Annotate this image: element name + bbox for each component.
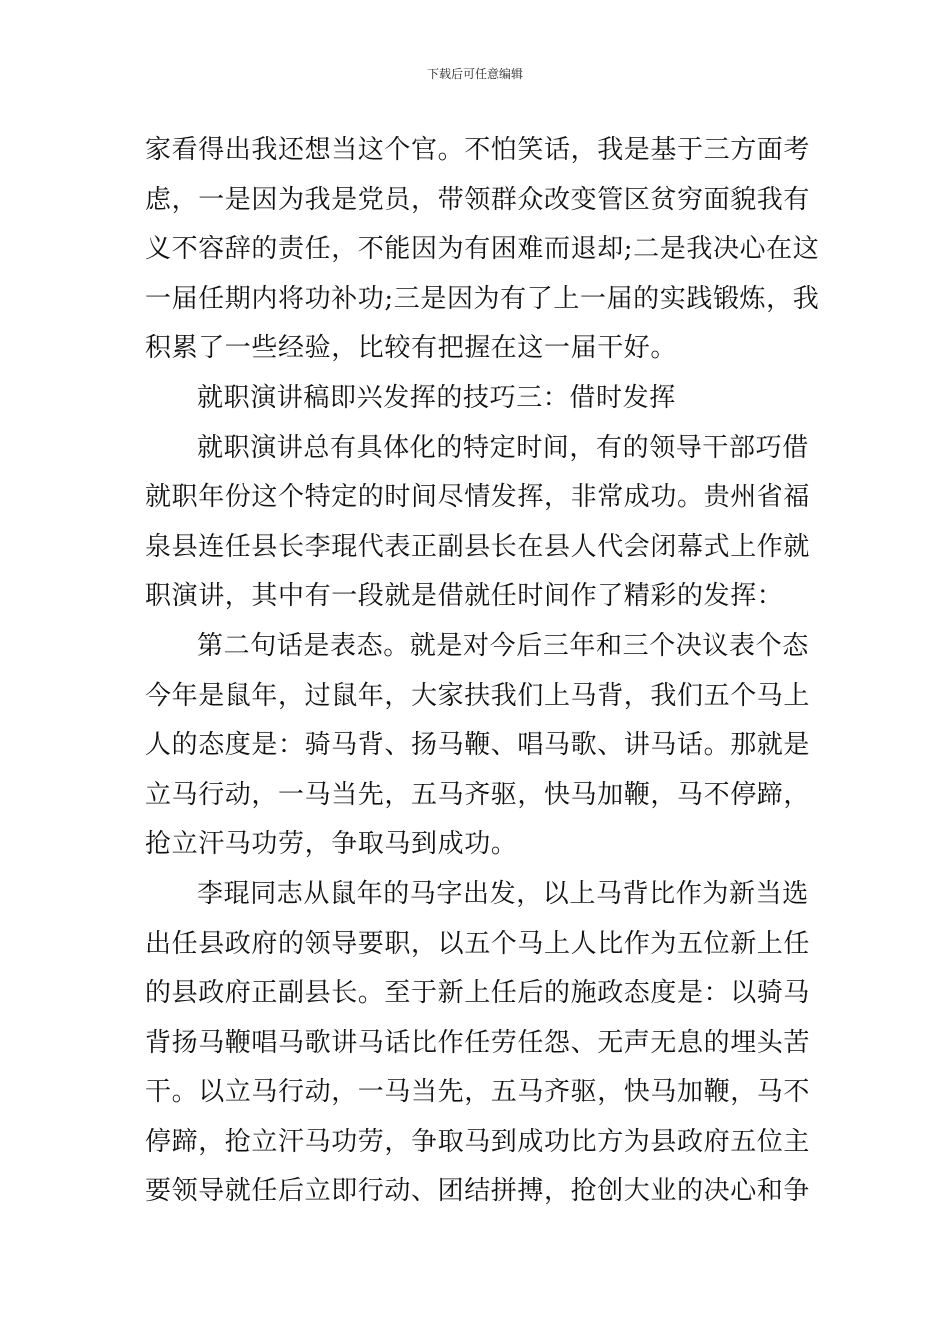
text-line: 职演讲，其中有一段就是借就任时间作了精彩的发挥： — [145, 581, 784, 612]
text-line: 立马行动，一马当先，五马齐驱，快马加鞭，马不停蹄， — [145, 779, 811, 810]
text-line: 泉县连任县长李琨代表正副县长在县人代会闭幕式上作就 — [145, 531, 811, 562]
text-line: 停蹄，抢立汗马功劳，争取马到成功比方为县政府五位主 — [145, 1126, 811, 1157]
paragraph-first-line: 就职演讲总有具体化的特定时间，有的领导干部巧借 — [197, 432, 809, 463]
section-heading: 就职演讲稿即兴发挥的技巧三：借时发挥 — [197, 382, 676, 413]
text-line: 出任县政府的领导要职，以五个马上人比作为五位新上任 — [145, 928, 811, 959]
text-line: 背扬马鞭唱马歌讲马话比作任劳任怨、无声无息的埋头苦 — [145, 1027, 811, 1058]
text-line: 就职年份这个特定的时间尽情发挥，非常成功。贵州省福 — [145, 482, 811, 513]
text-line: 一届任期内将功补功;三是因为有了上一届的实践锻炼，我 — [145, 283, 820, 314]
paragraph-first-line: 第二句话是表态。就是对今后三年和三个决议表个态 — [197, 630, 809, 661]
text-line: 要领导就任后立即行动、团结拼搏，抢创大业的决心和争 — [145, 1176, 811, 1207]
text-line: 人的态度是：骑马背、扬马鞭、唱马歌、讲马话。那就是 — [145, 730, 811, 761]
text-line: 积累了一些经验，比较有把握在这一届干好。 — [145, 333, 678, 364]
text-line: 虑，一是因为我是党员，带领群众改变管区贫穷面貌我有 — [145, 184, 811, 215]
text-line: 义不容辞的责任，不能因为有困难而退却;二是我决心在这 — [145, 234, 820, 265]
document-body — [145, 126, 820, 1217]
text-line: 干。以立马行动，一马当先，五马齐驱，快马加鞭，马不 — [145, 1077, 811, 1108]
text-line: 的县政府正副县长。至于新上任后的施政态度是：以骑马 — [145, 978, 811, 1009]
paragraph-first-line: 李琨同志从鼠年的马字出发，以上马背比作为新当选 — [197, 878, 809, 909]
text-line: 抢立汗马功劳，争取马到成功。 — [145, 829, 518, 860]
page-header: 下载后可任意编辑 — [426, 67, 523, 81]
text-line: 今年是鼠年，过鼠年，大家扶我们上马背，我们五个马上 — [145, 680, 811, 711]
text-line: 家看得出我还想当这个官。不怕笑话，我是基于三方面考 — [145, 135, 811, 165]
